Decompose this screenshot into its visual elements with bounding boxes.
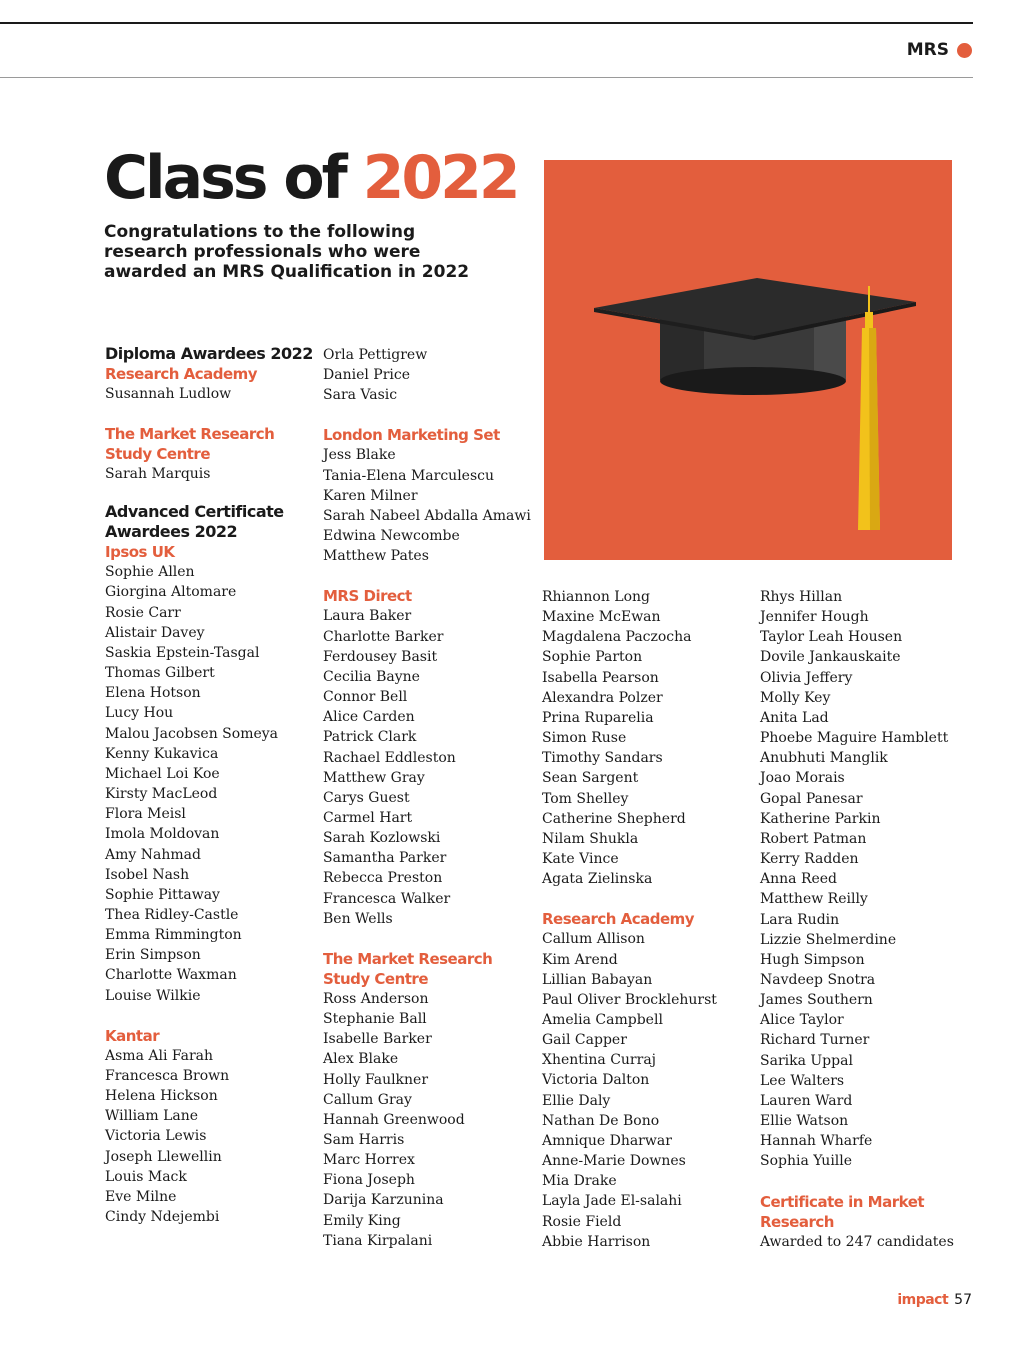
list-item: Stephanie Ball bbox=[323, 1011, 427, 1028]
list-item: Joao Morais bbox=[760, 770, 845, 787]
list-item: Cindy Ndejembi bbox=[105, 1209, 220, 1225]
list-item: Kirsty MacLeod bbox=[105, 786, 218, 803]
list-item: Lillian Babayan bbox=[542, 971, 653, 988]
list-item: Dovile Jankauskaite bbox=[760, 649, 901, 666]
advanced-heading: Advanced Certificate Awardees 2022 bbox=[105, 502, 284, 542]
column-4 bbox=[760, 587, 975, 1252]
list-item: Rosie Field bbox=[542, 1213, 622, 1230]
kantar-label: Kantar bbox=[105, 1026, 160, 1045]
list-item: Thea Ridley-Castle bbox=[105, 906, 239, 923]
list-item: Louise Wilkie bbox=[105, 987, 201, 1004]
list-item: Sarah Kozlowski bbox=[323, 830, 441, 847]
list-item: Rhys Hillan bbox=[760, 589, 843, 605]
list-item: Giorgina Altomare bbox=[105, 584, 237, 601]
list-item: Helena Hickson bbox=[105, 1088, 218, 1105]
list-item: Sophie Allen bbox=[105, 564, 195, 581]
brand-logo: impact bbox=[897, 1292, 949, 1308]
research-academy-label: Research Academy bbox=[542, 910, 695, 929]
mrsc-list bbox=[323, 989, 538, 1251]
list-item: Alistair Davey bbox=[105, 624, 205, 641]
list-item: William Lane bbox=[105, 1108, 199, 1125]
list-item: Alice Taylor bbox=[760, 1012, 844, 1029]
list-item: Catherine Shepherd bbox=[542, 810, 686, 827]
graduation-cap-icon bbox=[544, 160, 952, 560]
list-item: Sam Harris bbox=[323, 1132, 405, 1148]
list-item: Isabella Pearson bbox=[542, 669, 659, 686]
list-item: Ferdousey Basit bbox=[323, 648, 438, 665]
header-rule bbox=[0, 77, 973, 78]
list-item: Eve Milne bbox=[105, 1188, 177, 1205]
list-item: Imola Moldovan bbox=[105, 826, 220, 843]
list-item: Gail Capper bbox=[542, 1032, 627, 1049]
list-item: Xhentina Curraj bbox=[542, 1052, 657, 1069]
continued-list bbox=[542, 587, 757, 889]
list-item: Lara Rudin bbox=[760, 911, 840, 928]
list-item: Paul Oliver Brocklehurst bbox=[542, 991, 717, 1008]
list-item: Ben Wells bbox=[323, 910, 393, 927]
list-item: Tania-Elena Marculescu bbox=[323, 467, 495, 484]
list-item: Marc Horrex bbox=[323, 1152, 415, 1169]
kantar-list bbox=[105, 1046, 320, 1227]
list-item: Callum Allison bbox=[542, 931, 645, 948]
list-item: Tom Shelley bbox=[542, 790, 629, 807]
list-item: Lizzie Shelmerdine bbox=[760, 931, 897, 948]
list-item: Simon Ruse bbox=[542, 730, 627, 747]
diploma-research-academy-list bbox=[105, 384, 320, 404]
list-item: Anne-Marie Downes bbox=[542, 1153, 686, 1170]
diploma-mrsc-label: The Market Research Study Centre bbox=[105, 425, 275, 464]
list-item: Karen Milner bbox=[323, 487, 418, 504]
list-item: Callum Gray bbox=[323, 1091, 412, 1108]
list-item: Rosie Carr bbox=[105, 604, 181, 621]
list-item: Charlotte Waxman bbox=[105, 967, 237, 984]
list-item: Anubhuti Manglik bbox=[760, 750, 888, 767]
list-item: Timothy Sandars bbox=[542, 750, 663, 767]
list-item: Nilam Shukla bbox=[542, 830, 639, 847]
list-item: Katherine Parkin bbox=[760, 810, 881, 827]
list-item: Francesca Brown bbox=[105, 1067, 230, 1084]
list-item: Kerry Radden bbox=[760, 851, 859, 868]
list-item: Isabelle Barker bbox=[323, 1031, 432, 1048]
diploma-mrsc-list bbox=[105, 464, 320, 484]
list-item: Gopal Panesar bbox=[760, 790, 863, 807]
list-item: Jennifer Hough bbox=[760, 609, 869, 626]
list-item: Flora Meisl bbox=[105, 806, 186, 823]
list-item: Hannah Wharfe bbox=[760, 1133, 873, 1150]
list-item: Ellie Watson bbox=[760, 1113, 849, 1130]
list-item: Orla Pettigrew bbox=[323, 347, 428, 363]
list-item: Anna Reed bbox=[760, 871, 838, 888]
list-item: Michael Loi Koe bbox=[105, 765, 220, 782]
top-rule bbox=[0, 22, 973, 24]
list-item: Sophie Pittaway bbox=[105, 886, 220, 903]
section-tag bbox=[907, 40, 972, 60]
list-item: Sarah Nabeel Abdalla Amawi bbox=[323, 507, 531, 524]
lms-label: London Marketing Set bbox=[323, 426, 500, 445]
list-item: Emily King bbox=[323, 1212, 401, 1229]
list-item: Sophie Parton bbox=[542, 649, 643, 666]
mrsc-label: The Market Research Study Centre bbox=[323, 949, 493, 988]
certificate-note: Awarded to 247 candidates bbox=[760, 1233, 954, 1250]
diploma-research-academy-label: Research Academy bbox=[105, 365, 258, 383]
list-item: Hugh Simpson bbox=[760, 951, 865, 968]
list-item: Robert Patman bbox=[760, 830, 867, 847]
list-item: Lee Walters bbox=[760, 1072, 845, 1089]
list-item: Edwina Newcombe bbox=[323, 528, 460, 545]
list-item: Sophia Yuille bbox=[760, 1153, 853, 1170]
list-item: Alice Carden bbox=[323, 709, 415, 726]
research-academy-list bbox=[542, 929, 757, 1252]
list-item: Maxine McEwan bbox=[542, 609, 661, 626]
list-item: Kate Vince bbox=[542, 851, 619, 868]
column-2 bbox=[323, 345, 538, 1251]
list-item: Ross Anderson bbox=[323, 990, 429, 1007]
list-item: Tiana Kirpalani bbox=[323, 1232, 433, 1249]
list-item: Kim Arend bbox=[542, 951, 618, 968]
list-item: Magdalena Paczocha bbox=[542, 629, 692, 646]
list-item: Samantha Parker bbox=[323, 850, 447, 867]
list-item: Francesca Walker bbox=[323, 890, 451, 907]
list-item: Kenny Kukavica bbox=[105, 745, 219, 762]
list-item: Phoebe Maguire Hamblett bbox=[760, 730, 949, 747]
continued-list bbox=[760, 587, 975, 1172]
list-item: Charlotte Barker bbox=[323, 628, 444, 645]
list-item: Rebecca Preston bbox=[323, 870, 443, 887]
list-item: Louis Mack bbox=[105, 1168, 187, 1185]
page-number: 57 bbox=[954, 1292, 972, 1308]
list-item: Amy Nahmad bbox=[105, 846, 201, 863]
list-item: Navdeep Snotra bbox=[760, 971, 876, 988]
list-item: Erin Simpson bbox=[105, 947, 201, 964]
continued-list bbox=[323, 345, 538, 405]
ipsos-label: Ipsos UK bbox=[105, 543, 175, 562]
mrs-direct-label: MRS Direct bbox=[323, 587, 412, 606]
list-item: Carys Guest bbox=[323, 789, 410, 806]
list-item: Layla Jade El-salahi bbox=[542, 1193, 682, 1210]
list-item: Matthew Pates bbox=[323, 548, 429, 565]
list-item: Ellie Daly bbox=[542, 1092, 611, 1109]
list-item: Susannah Ludlow bbox=[105, 386, 232, 402]
list-item: Victoria Lewis bbox=[105, 1128, 207, 1145]
list-item: Abbie Harrison bbox=[542, 1233, 651, 1250]
diploma-heading: Diploma Awardees 2022 bbox=[105, 344, 313, 363]
page-footer bbox=[897, 1292, 972, 1308]
page-title bbox=[104, 143, 518, 213]
list-item: Matthew Reilly bbox=[760, 891, 868, 908]
ipsos-list bbox=[105, 562, 320, 1005]
list-item: Anita Lad bbox=[760, 709, 829, 726]
list-item: Isobel Nash bbox=[105, 866, 190, 883]
list-item: Laura Baker bbox=[323, 608, 412, 625]
list-item: Agata Zielinska bbox=[542, 871, 653, 888]
list-item: Daniel Price bbox=[323, 367, 410, 384]
list-item: Rachael Eddleston bbox=[323, 749, 456, 766]
list-item: Sean Sargent bbox=[542, 770, 639, 787]
list-item: Joseph Llewellin bbox=[105, 1148, 222, 1165]
list-item: Sarah Marquis bbox=[105, 466, 211, 483]
list-item: Sara Vasic bbox=[323, 387, 398, 404]
column-3 bbox=[542, 587, 757, 1252]
section-label: MRS bbox=[906, 40, 949, 60]
list-item: Rhiannon Long bbox=[542, 589, 651, 605]
list-item: Elena Hotson bbox=[105, 685, 201, 702]
list-item: Taylor Leah Housen bbox=[760, 629, 903, 646]
list-item: Alexandra Polzer bbox=[542, 689, 663, 706]
list-item: Emma Rimmington bbox=[105, 927, 242, 944]
list-item: Richard Turner bbox=[760, 1032, 870, 1049]
list-item: Connor Bell bbox=[323, 689, 408, 706]
list-item: Prina Ruparelia bbox=[542, 709, 654, 726]
certificate-label: Certificate in Market Research bbox=[760, 1192, 925, 1231]
list-item: Cecilia Bayne bbox=[323, 668, 420, 685]
list-item: Jess Blake bbox=[323, 447, 396, 464]
title-year: 2022 bbox=[362, 143, 518, 213]
list-item: Carmel Hart bbox=[323, 809, 413, 826]
list-item: Mia Drake bbox=[542, 1173, 617, 1190]
list-item: Malou Jacobsen Someya bbox=[105, 725, 279, 742]
list-item: Olivia Jeffery bbox=[760, 669, 853, 686]
section-dot-icon bbox=[957, 43, 972, 58]
list-item: Nathan De Bono bbox=[542, 1112, 660, 1129]
list-item: Patrick Clark bbox=[323, 729, 417, 746]
list-item: Asma Ali Farah bbox=[105, 1047, 214, 1064]
list-item: Victoria Dalton bbox=[542, 1072, 650, 1089]
list-item: James Southern bbox=[760, 992, 873, 1009]
list-item: Hannah Greenwood bbox=[323, 1111, 465, 1128]
list-item: Holly Faulkner bbox=[323, 1071, 429, 1088]
list-item: Amnique Dharwar bbox=[542, 1132, 672, 1149]
list-item: Lucy Hou bbox=[105, 705, 174, 722]
list-item: Amelia Campbell bbox=[542, 1011, 663, 1028]
title-main: Class of bbox=[104, 143, 345, 213]
lms-list bbox=[323, 445, 538, 566]
list-item: Sarika Uppal bbox=[760, 1052, 853, 1069]
list-item: Fiona Joseph bbox=[323, 1172, 415, 1189]
mrs-direct-list bbox=[323, 606, 538, 929]
list-item: Thomas Gilbert bbox=[105, 665, 215, 682]
column-1 bbox=[105, 344, 320, 1227]
list-item: Darija Karzunina bbox=[323, 1192, 444, 1209]
list-item: Lauren Ward bbox=[760, 1092, 853, 1109]
list-item: Molly Key bbox=[760, 689, 831, 706]
list-item: Alex Blake bbox=[323, 1051, 399, 1068]
list-item: Saskia Epstein-Tasgal bbox=[105, 644, 260, 661]
hero-illustration bbox=[544, 160, 952, 560]
page-subtitle: Congratulations to the following research professionals who were awarded an MRS Qualification in 2022 bbox=[104, 222, 470, 282]
list-item: Matthew Gray bbox=[323, 769, 425, 786]
